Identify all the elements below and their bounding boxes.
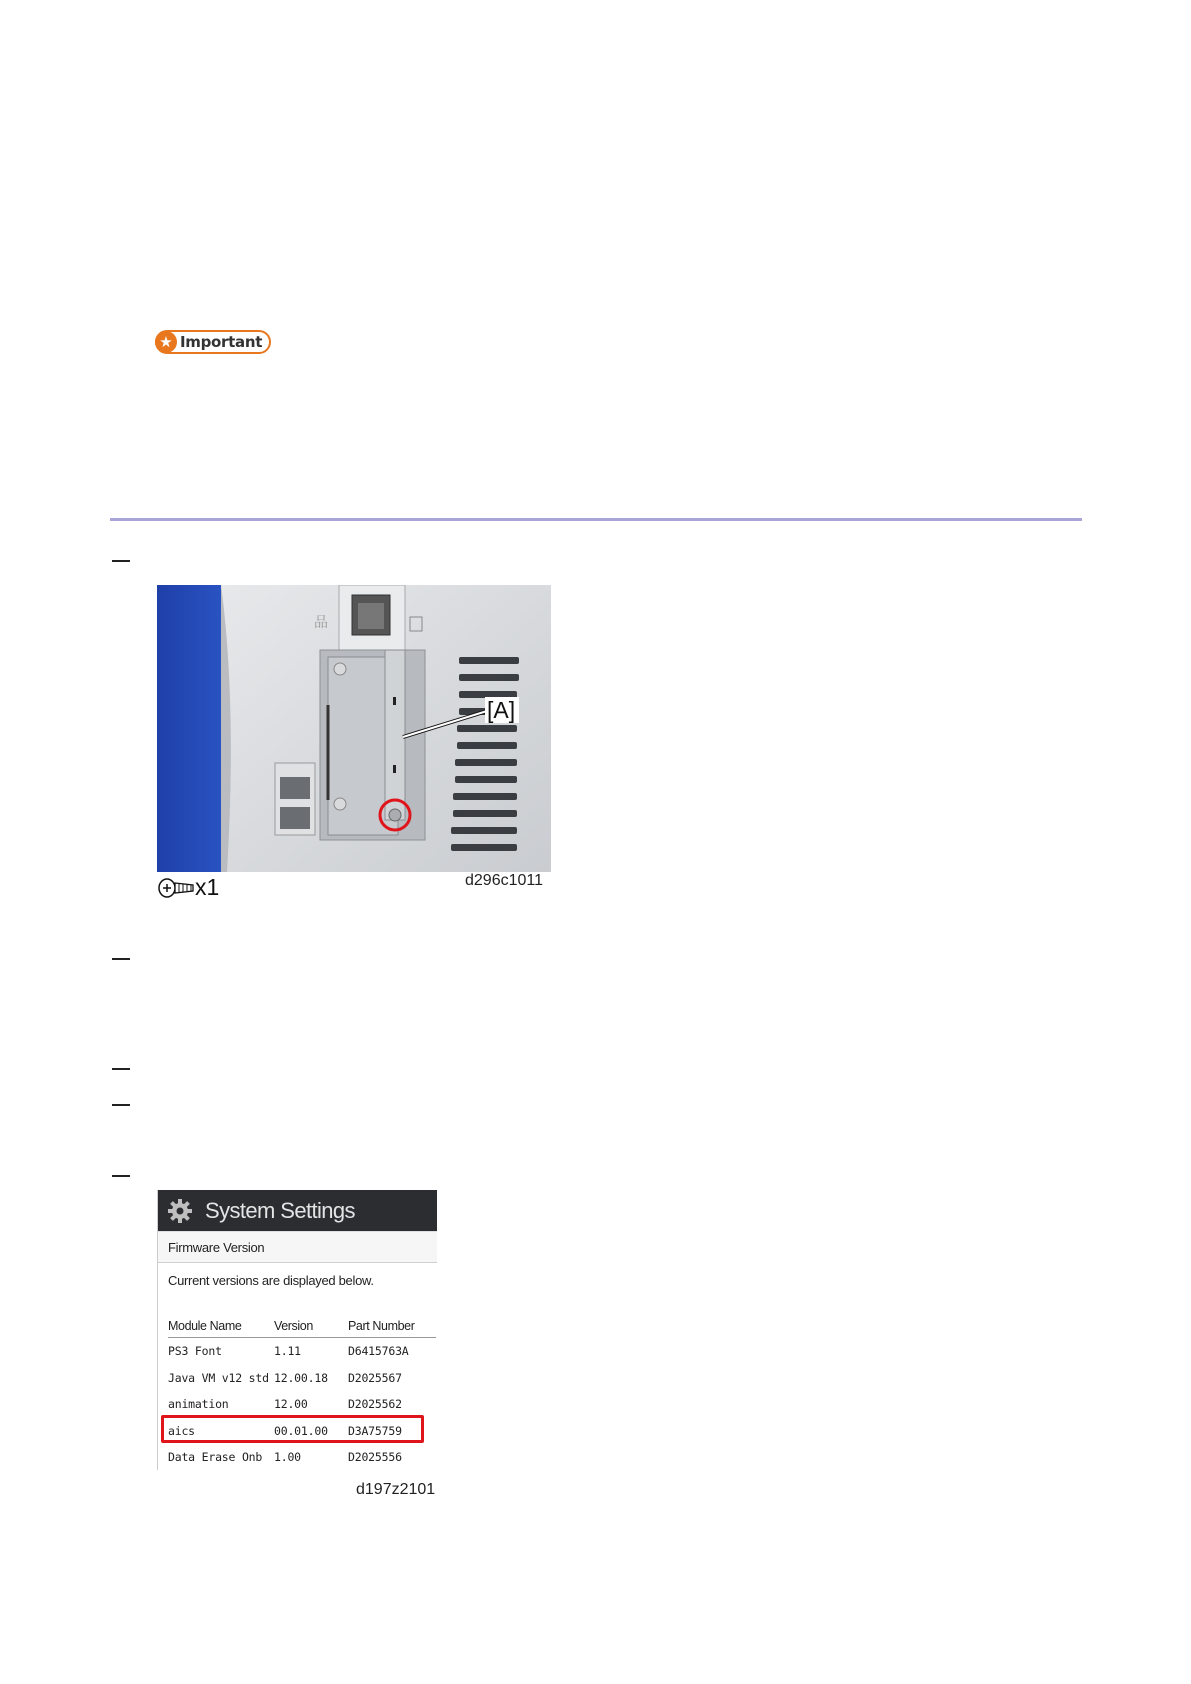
table-row <box>168 1365 436 1392</box>
module-part-number: D3A75759 <box>348 1423 402 1438</box>
module-name: Java VM v12 std <box>168 1370 269 1385</box>
gear-icon <box>167 1198 193 1224</box>
star-icon: ★ <box>155 331 177 353</box>
section-divider <box>110 518 1082 521</box>
svg-text:品: 品 <box>314 615 328 631</box>
module-name: Data Erase Onb <box>168 1450 263 1465</box>
step-marker-5 <box>112 1175 130 1177</box>
highlight-box <box>161 1415 424 1443</box>
step-marker-3 <box>112 1068 130 1070</box>
system-settings-header <box>158 1190 437 1231</box>
firmware-table <box>168 1315 436 1470</box>
module-version: 1.11 <box>274 1344 301 1359</box>
figure-2-code: d197z2101 <box>356 1481 436 1498</box>
controller-photo <box>157 585 551 872</box>
firmware-table-header <box>168 1315 436 1338</box>
module-name: aics <box>168 1423 195 1438</box>
module-part-number: D6415763A <box>348 1344 409 1359</box>
firmware-description: Current versions are displayed below. <box>168 1273 374 1288</box>
screw-count: x1 <box>195 874 220 900</box>
module-part-number: D2025562 <box>348 1397 402 1412</box>
module-version: 12.00.18 <box>274 1370 328 1385</box>
table-row <box>168 1444 436 1470</box>
module-name: animation <box>168 1397 229 1412</box>
module-version: 12.00 <box>274 1397 308 1412</box>
system-settings-title: System Settings <box>205 1197 355 1223</box>
table-row <box>168 1391 436 1418</box>
step-marker-1 <box>112 560 130 562</box>
module-part-number: D2025556 <box>348 1450 402 1465</box>
firmware-version-heading: Firmware Version <box>158 1231 437 1263</box>
column-header: Version <box>274 1319 313 1333</box>
module-name: PS3 Font <box>168 1344 222 1359</box>
column-header: Part Number <box>348 1319 415 1333</box>
controller-photo-drawing <box>157 585 551 872</box>
module-version: 00.01.00 <box>274 1423 328 1438</box>
table-row <box>168 1338 436 1365</box>
step-marker-2 <box>112 958 130 960</box>
figure-1-code: d296c1011 <box>465 872 543 889</box>
module-version: 1.00 <box>274 1450 301 1465</box>
callout-label-a: [A] <box>487 697 516 723</box>
important-label: Important <box>180 333 263 351</box>
important-badge <box>155 330 271 354</box>
column-header: Module Name <box>168 1319 242 1333</box>
step-marker-4 <box>112 1104 130 1106</box>
module-part-number: D2025567 <box>348 1370 402 1385</box>
system-settings-screenshot <box>157 1190 437 1470</box>
screw-icon <box>157 876 195 900</box>
